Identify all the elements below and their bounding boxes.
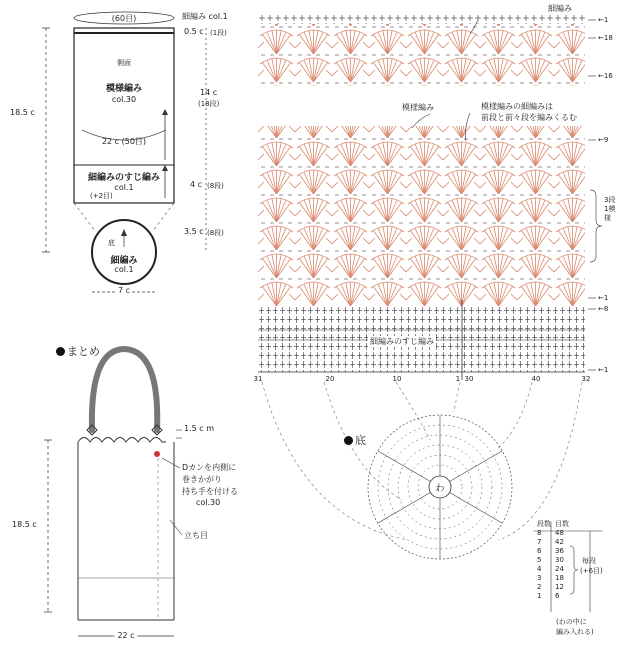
assembly-note-2: 巻きかがり	[182, 475, 222, 484]
rib-increase-label: (+2目)	[90, 192, 113, 200]
dim-rib: 4 c	[190, 180, 203, 189]
row-mark-value: 1	[603, 366, 609, 374]
column-number: 31	[253, 375, 263, 383]
column-number: 10	[392, 375, 402, 383]
base-stitch-label: 細編み	[110, 256, 138, 266]
column-number: 1	[455, 375, 461, 383]
assembly-height-label: 18.5 c	[12, 520, 37, 529]
row-mark-value: 1	[603, 294, 609, 302]
side-label: 側面	[117, 59, 131, 67]
assembly-title-text: まとめ	[67, 345, 100, 358]
base-label: 底	[108, 239, 115, 247]
stitch-count: 6	[555, 592, 560, 600]
rib-stitch-label: 細編みのすじ編み	[87, 173, 161, 183]
table-header: 段数	[537, 520, 551, 528]
row-number: 8	[537, 529, 542, 537]
middle-stitch-count: 22 c (50目)	[101, 137, 147, 146]
row-mark-value: 9	[603, 136, 609, 144]
chart-note-1: 模様編みの細編みは	[481, 102, 553, 111]
base-color-label: col.1	[114, 265, 134, 274]
pattern-stitch-label: 模様編み	[105, 84, 143, 94]
magic-ring-label: わ	[435, 484, 445, 494]
base-chart-title-text: 底	[355, 434, 366, 447]
column-number: 20	[325, 375, 335, 383]
assembly-width-label: 22 c	[114, 631, 137, 640]
row-number: 1	[537, 592, 542, 600]
row-mark: ←1	[598, 294, 609, 302]
assembly-title	[56, 343, 100, 359]
assembly-note-3: 持ち手を付ける	[182, 487, 238, 496]
row-mark: ←1	[598, 16, 609, 24]
assembly-note-color: col.30	[196, 498, 221, 507]
chart-note-2: 前段と前々段を編みくるむ	[481, 113, 577, 122]
row-mark: ←8	[598, 305, 609, 313]
column-number: 32	[581, 375, 591, 383]
top-stitch-count: (60目)	[111, 14, 137, 23]
stitch-count: 48	[555, 529, 564, 537]
dim-top: 0.5 c	[184, 27, 204, 36]
row-mark: ←18	[598, 34, 613, 42]
total-height-label: 18.5 c	[10, 108, 35, 117]
row-mark: ←9	[598, 136, 609, 144]
stand-label: 立ち目	[184, 531, 208, 540]
dim-base: 3.5 c	[184, 227, 204, 236]
chart-rib-label: 細編みのすじ編み	[370, 337, 434, 346]
stitch-count: 24	[555, 565, 564, 573]
base-foot-note-2: 編み入れる)	[556, 628, 594, 636]
dim-middle: 14 c	[200, 88, 218, 97]
stitch-count: 12	[555, 583, 564, 591]
dim-base-rows: (8段)	[207, 229, 224, 237]
row-number: 4	[537, 565, 542, 573]
pattern-color-label: col.30	[111, 95, 137, 104]
row-mark-value: 16	[603, 72, 613, 80]
chart-top-label: 細編み	[548, 4, 572, 13]
rib-color-label: col.1	[114, 183, 134, 192]
handle-gap-label: 1.5 c m	[184, 424, 214, 433]
increase-table	[535, 520, 571, 601]
dim-top-rows: (1段)	[210, 29, 227, 37]
row-number: 6	[537, 547, 542, 555]
chart-pattern-label: 模様編み	[402, 103, 434, 112]
base-chart-title	[344, 432, 366, 448]
row-number: 3	[537, 574, 542, 582]
dim-middle-rows: (18段)	[198, 100, 220, 108]
bullet-icon	[56, 347, 65, 356]
increase-note: 毎段	[582, 557, 596, 565]
table-header: 目数	[555, 520, 569, 528]
stitch-count: 42	[555, 538, 564, 546]
bullet-icon	[344, 436, 353, 445]
stitch-count: 18	[555, 574, 564, 582]
row-number: 2	[537, 583, 542, 591]
row-mark: ←16	[598, 72, 613, 80]
assembly-note-1: Dカンを内側に	[182, 463, 237, 472]
row-number: 5	[537, 556, 542, 564]
column-number: 40	[531, 375, 541, 383]
base-foot-note-1: (わの中に	[556, 618, 587, 626]
increase-value: (+6目)	[580, 567, 603, 575]
base-width-label: 7 c	[117, 286, 131, 295]
stitch-count: 30	[555, 556, 564, 564]
stitch-count: 36	[555, 547, 564, 555]
chart-repeat-label: 3段1模様	[604, 196, 616, 222]
row-mark-value: 18	[603, 34, 613, 42]
row-mark-value: 1	[603, 16, 609, 24]
row-mark: ←1	[598, 366, 609, 374]
row-mark-value: 8	[603, 305, 609, 313]
column-number: 30	[464, 375, 474, 383]
top-edge-label: 細編み col.1	[182, 12, 228, 21]
row-number: 7	[537, 538, 542, 546]
dim-rib-rows: (8段)	[207, 182, 224, 190]
